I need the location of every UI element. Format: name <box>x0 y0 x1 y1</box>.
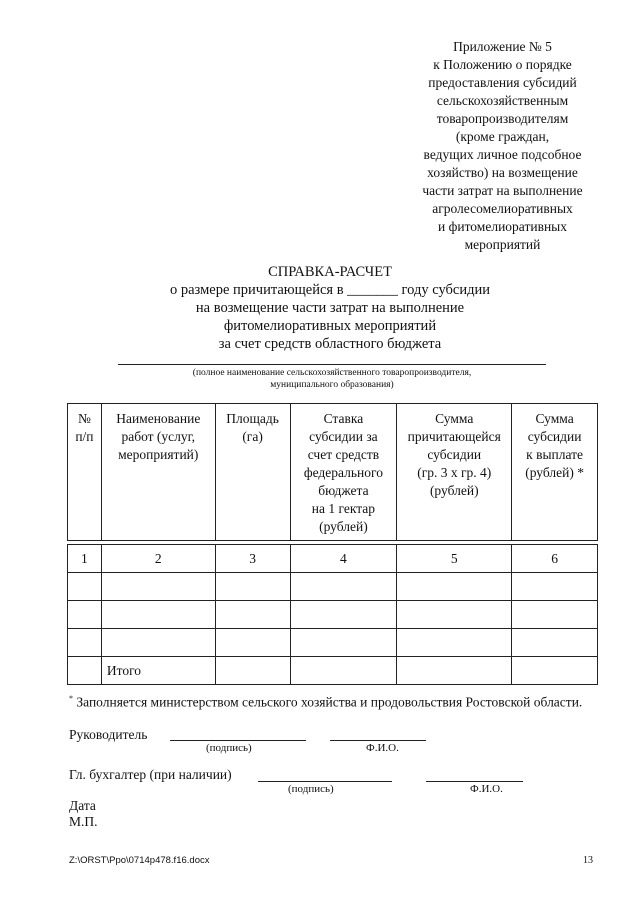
column-number: 3 <box>215 545 290 573</box>
column-number: 6 <box>512 545 598 573</box>
footnote-text: Заполняется министерством сельского хозяйства и продовольствия Ростовской области. <box>76 694 583 710</box>
file-path: Z:\ORST\Ppo\0714p478.f16.docx <box>69 855 210 866</box>
table-cell <box>215 573 290 601</box>
total-label: Итого <box>101 657 215 685</box>
table-row <box>68 601 598 629</box>
table-cell <box>215 629 290 657</box>
footnote-marker: * <box>69 694 73 703</box>
table-cell <box>215 601 290 629</box>
appendix-line: товаропроизводителям <box>436 111 569 126</box>
date-label: Дата <box>69 798 96 813</box>
appendix-line: и фитомелиоративных <box>438 219 567 234</box>
appendix-line: предоставления субсидий <box>428 75 577 90</box>
appendix-line: сельскохозяйственным <box>436 93 569 108</box>
table-cell <box>101 601 215 629</box>
table-cell <box>512 657 598 685</box>
appendix-line: (кроме граждан, <box>455 129 550 144</box>
table-cell <box>512 601 598 629</box>
appendix-line: мероприятий <box>464 237 541 252</box>
document-title <box>0 263 640 353</box>
table-row <box>68 573 598 601</box>
appendix-line: части затрат на выполнение <box>422 183 583 198</box>
footnote <box>69 690 604 712</box>
table-cell <box>68 573 102 601</box>
appendix-line: ведущих личное подсобное <box>423 147 582 162</box>
header-cell-rate: Ставка субсидии за счет средств федерального бюджета на 1 гектар (рублей) <box>290 404 397 541</box>
column-number: 2 <box>101 545 215 573</box>
table-cell <box>290 657 397 685</box>
accountant-name-caption: Ф.И.О. <box>470 783 503 795</box>
header-cell-number: № п/п <box>68 404 102 541</box>
table-cell <box>397 573 512 601</box>
header-cell-due-amount: Сумма причитающейся субсидии (гр. 3 х гр. 4) (рублей) <box>397 404 512 541</box>
title-line: фитомелиоративных мероприятий <box>223 318 437 334</box>
accountant-name-line <box>426 781 523 782</box>
title-line: о размере причитающейся в _______ году субсидии <box>170 282 490 298</box>
accountant-label: Гл. бухгалтер (при наличии) <box>69 767 232 782</box>
recipient-caption <box>118 367 546 391</box>
table-cell <box>68 657 102 685</box>
head-name-line <box>330 740 426 741</box>
table-cell <box>512 573 598 601</box>
table-cell <box>397 629 512 657</box>
title-line: за счет средств областного бюджета <box>218 336 442 352</box>
title-line: на возмещение части затрат на выполнение <box>195 300 465 316</box>
column-number: 1 <box>68 545 102 573</box>
table-cell <box>101 629 215 657</box>
header-cell-payout-amount: Сумма субсидии к выплате (рублей) * <box>512 404 598 541</box>
appendix-line: агролесомелиоративных <box>432 201 573 216</box>
title-heading: СПРАВКА-РАСЧЕТ <box>268 264 392 280</box>
accountant-signature-caption: (подпись) <box>288 783 334 795</box>
table-cell <box>215 657 290 685</box>
recipient-caption-line: муниципального образования) <box>270 380 394 390</box>
header-cell-work-name: Наименование работ (услуг, мероприятий) <box>101 404 215 541</box>
header-cell-area: Площадь (га) <box>215 404 290 541</box>
appendix-line: хозяйство) на возмещение <box>427 165 578 180</box>
recipient-caption-line: (полное наименование сельскохозяйственного товаропроизводителя, <box>192 368 472 378</box>
column-number: 5 <box>397 545 512 573</box>
appendix-line: к Положению о порядке <box>433 57 572 72</box>
seal-label: М.П. <box>69 814 98 829</box>
table-cell <box>290 629 397 657</box>
table-cell <box>397 601 512 629</box>
page-number: 13 <box>583 855 593 866</box>
table-cell <box>68 629 102 657</box>
table-header-row <box>68 404 598 541</box>
appendix-line: Приложение № 5 <box>453 39 552 54</box>
table-cell <box>101 573 215 601</box>
head-signature-caption: (подпись) <box>206 742 252 754</box>
appendix-block <box>395 38 610 254</box>
calculation-table <box>67 403 598 685</box>
head-label: Руководитель <box>69 727 148 742</box>
head-signature-line <box>170 740 306 741</box>
table-cell <box>290 573 397 601</box>
table-cell <box>397 657 512 685</box>
head-name-caption: Ф.И.О. <box>366 742 399 754</box>
table-cell <box>290 601 397 629</box>
accountant-signature-line <box>258 781 392 782</box>
table-row <box>68 629 598 657</box>
column-number-row <box>68 545 598 573</box>
table-cell <box>512 629 598 657</box>
total-row <box>68 657 598 685</box>
recipient-name-line <box>118 364 546 365</box>
column-number: 4 <box>290 545 397 573</box>
table-cell <box>68 601 102 629</box>
